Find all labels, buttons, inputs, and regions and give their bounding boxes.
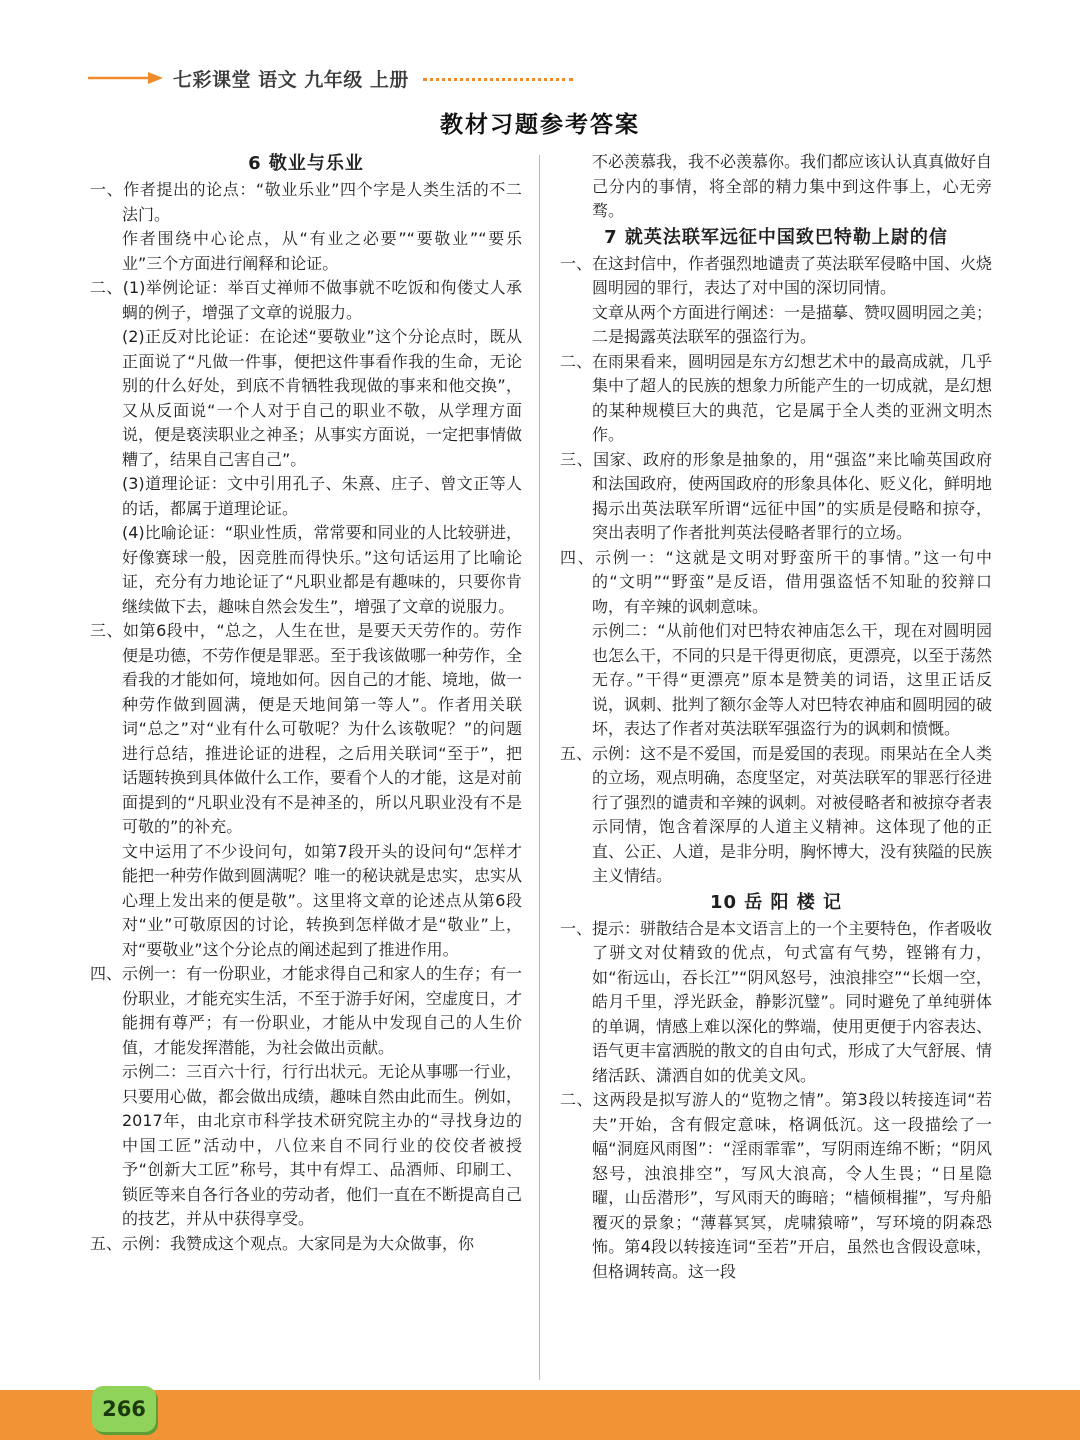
section-title: 10 岳 阳 楼 记 (709, 891, 843, 913)
answer-paragraph: 示例二：三百六十行，行行出状元。无论从事哪一行业，只要用心做，都会做出成绩，趣味自然由此而生。例如，2017年，由北京市科学技术研究院主办的“寻找身边的中国工匠”活动中，八位来自不同行业的佼佼者被授予“创新大工匠”称号，其中有焊工、品酒师、印刷工、锁匠等来自各行各业的劳动者，他们一直在不断提高自己的技艺，并从中获得享受。 (122, 1062, 522, 1228)
book-series-label: 七彩课堂 语文 九年级 上册 (173, 68, 409, 91)
answer-item: 二、这两段是拟写游人的“览物之情”。第3段以转接连词“若夫”开始，含有假定意味，格调低沉。这一段描绘了一幅“洞庭风雨图”：“淫雨霏霏”，写阴雨连绵不断；“阴风怒号，浊浪排空”，写风大浪高，令人生畏；“日星隐曜，山岳潜形”，写风雨天的晦暗；“樯倾楫摧”，写舟船覆灭的景象；“薄暮冥冥，虎啸猿啼”，写环境的阴森恐怖。第4段以转接连词“至若”开启，虽然也含假设意味，但格调转高。这一段 (560, 1090, 992, 1281)
answer-item: 五、示例：这不是不爱国，而是爱国的表现。雨果站在全人类的立场，观点明确，态度坚定，对英法联军的罪恶行径进行了强烈的谴责和辛辣的讽刺。对被侵略者和被掠夺者表示同情，饱含着深厚的人道主义精神。这体现了他的正直、公正、人道，是非分明，胸怀博大，没有狭隘的民族主义情结。 (560, 743, 992, 885)
header-dotted-rule (423, 78, 573, 81)
answer-paragraph: 不必羡慕我，我不必羡慕你。我们都应该认认真真做好自己分内的事情，将全部的精力集中到这件事上，心无旁骛。 (592, 152, 992, 220)
left-column (90, 150, 522, 1382)
answer-paragraph: 文中运用了不少设问句，如第7段开头的设问句“怎样才能把一种劳作做到圆满呢？唯一的秘诀就是忠实，忠实从心理上发出来的便是敬”。这里将文章的论述点从第6段对“业”可敬原因的讨论，转换到怎样做才是“敬业”上，对“要敬业”这个分论点的阐述起到了推进作用。 (122, 841, 522, 959)
page-number-badge: 266 (92, 1386, 156, 1432)
answer-item: 二、(1)举例论证：举百丈禅师不做事就不吃饭和佝偻丈人承蜩的例子，增强了文章的说服力。 (90, 278, 522, 322)
answer-item: 五、示例：我赞成这个观点。大家同是为大众做事，你 (90, 1233, 475, 1253)
answer-paragraph: (4)比喻论证：“职业性质，常常要和同业的人比较骈进，好像赛球一般，因竞胜而得快乐。”这句话运用了比喻论证，充分有力地论证了“凡职业都是有趣味的，只要你肯继续做下去，趣味自然会发生”，增强了文章的说服力。 (122, 523, 522, 616)
answer-item: 二、在雨果看来，圆明园是东方幻想艺术中的最高成就，几乎集中了超人的民族的想象力所能产生的一切成就，是幻想的某种规模巨大的典范，它是属于全人类的亚洲文明杰作。 (560, 351, 992, 444)
running-header (88, 64, 573, 92)
answer-item: 四、示例一：有一份职业，才能求得自己和家人的生存；有一份职业，才能充实生活，不至于游手好闲，空虚度日，才能拥有尊严；有一份职业，才能从中发现自己的人生价值，才能发挥潜能，为社会做出贡献。 (90, 964, 522, 1057)
arrow-icon (88, 70, 163, 86)
answer-item: 三、国家、政府的形象是抽象的，用“强盗”来比喻英国政府和法国政府，使两国政府的形象具体化、贬义化，鲜明地揭示出英法联军所谓“远征中国”的实质是侵略和掠夺，突出表明了作者批判英法侵略者罪行的立场。 (560, 449, 992, 542)
section-title: 6 敬业与乐业 (248, 153, 364, 174)
answer-item: 一、作者提出的论点：“敬业乐业”四个字是人类生活的不二法门。 (90, 180, 522, 224)
answer-paragraph: 文章从两个方面进行阐述：一是描摹、赞叹圆明园之美；二是揭露英法联军的强盗行为。 (592, 302, 992, 346)
answer-paragraph: (3)道理论证：文中引用孔子、朱熹、庄子、曾文正等人的话，都属于道理论证。 (122, 474, 522, 518)
answer-paragraph: 示例二：“从前他们对巴特农神庙怎么干，现在对圆明园也怎么干，不同的只是干得更彻底，更漂亮，以至于荡然无存。”干得“更漂亮”原本是赞美的词语，这里正话反说，讽刺、批判了额尔金等人对巴特农神庙和圆明园的破坏，表达了作者对英法联军强盗行为的讽刺和愤慨。 (592, 621, 992, 738)
answer-paragraph: (2)正反对比论证：在论述“要敬业”这个分论点时，既从正面说了“凡做一件事，便把这件事看作我的生命，无论别的什么好处，到底不肯牺牲我现做的事来和他交换”，又从反面说“一个人对于自己的职业不敬，从学理方面说，便是亵渎职业之神圣；从事实方面说，一定把事情做糟了，结果自己害自己”。 (122, 327, 522, 469)
answer-item: 三、如第6段中，“总之，人生在世，是要天天劳作的。劳作便是功德，不劳作便是罪恶。至于我该做哪一种劳作，全看我的才能如何，境地如何。因自己的才能、境地，做一种劳作做到圆满，便是天地间第一等人”。作者用关联词“总之”对“业有什么可敬呢？为什么该敬呢？”的问题进行总结，推进论证的进程，之后用关联词“至于”，把话题转换到具体做什么工作，要看个人的才能，这是对前面提到的“凡职业没有不是神圣的，所以凡职业没有不是可敬的”的补充。 (90, 621, 522, 836)
answer-paragraph: 作者围绕中心论点，从“有业之必要”“要敬业”“要乐业”三个方面进行阐释和论证。 (122, 229, 522, 273)
column-divider (539, 155, 540, 1380)
answer-item: 一、在这封信中，作者强烈地谴责了英法联军侵略中国、火烧圆明园的罪行，表达了对中国的深切同情。 (560, 253, 992, 297)
page-title: 教材习题参考答案 (440, 112, 640, 138)
right-column (560, 150, 992, 1382)
answer-item: 一、提示：骈散结合是本文语言上的一个主要特色，作者吸收了骈文对仗精致的优点，句式富有气势，铿锵有力，如“衔远山，吞长江”“阴风怒号，浊浪排空”“长烟一空，皓月千里，浮光跃金，静影沉璧”。同时避免了单纯骈体的单调，情感上难以深化的弊端，使用更便于内容表达、语气更丰富洒脱的散文的自由句式，形成了大气舒展、情绪活跃、潇洒自如的优美文风。 (560, 918, 992, 1085)
answer-item: 四、示例一：“这就是文明对野蛮所干的事情。”这一句中的“文明”“野蛮”是反语，借用强盗恬不知耻的狡辩口吻，有辛辣的讽刺意味。 (560, 547, 992, 616)
footer-band (0, 1390, 1080, 1440)
section-title: 7 就英法联军远征中国致巴特勒上尉的信 (604, 226, 948, 248)
